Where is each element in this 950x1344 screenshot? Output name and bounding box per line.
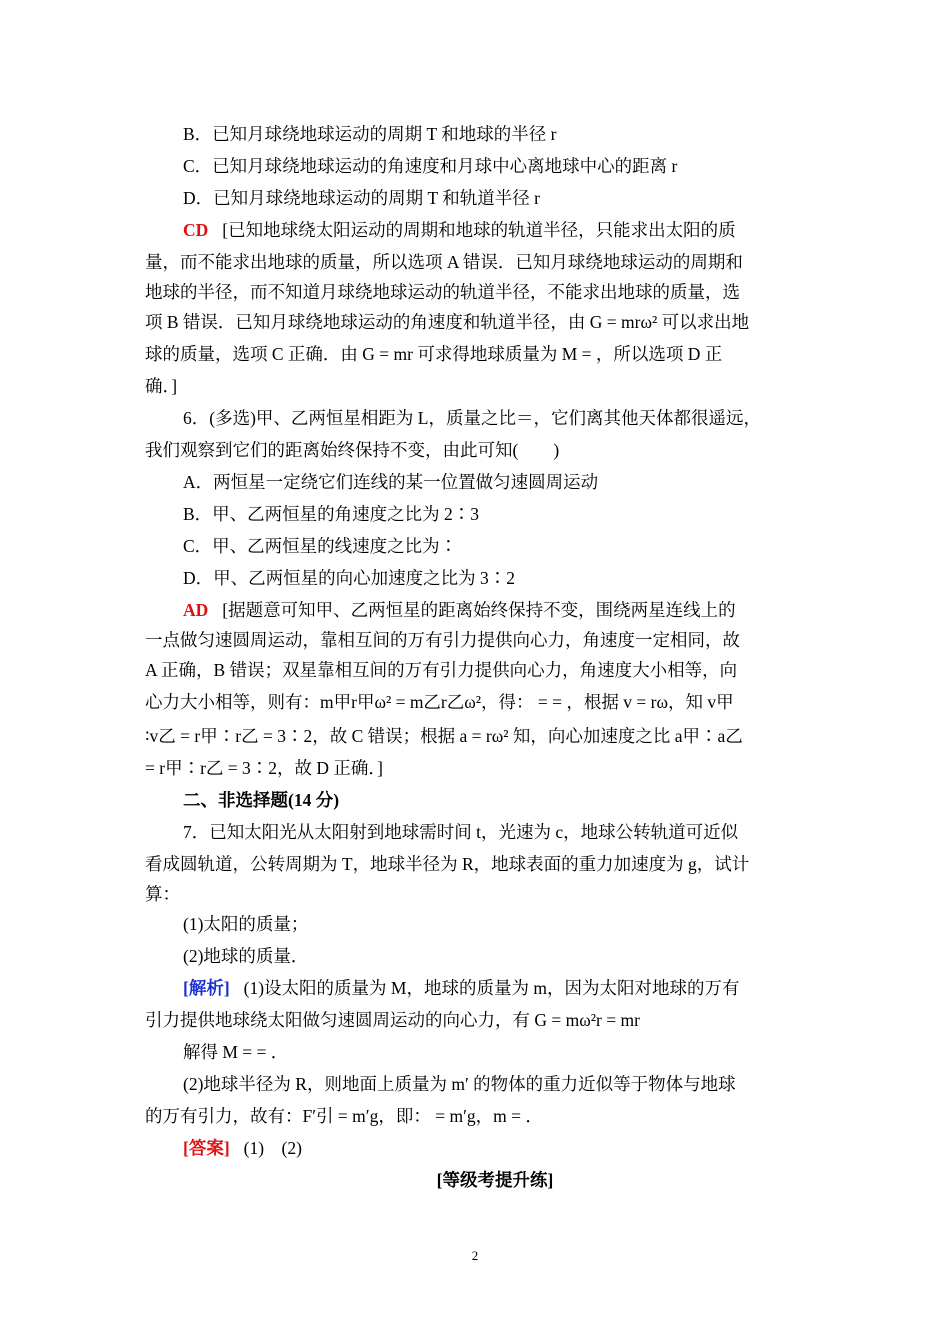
answer-label: [答案] (183, 1138, 230, 1158)
q7-analysis-line: 的万有引力，故有：F′引 = m′g，即： = m′g，m = ． (145, 1106, 543, 1126)
text: [据题意可知甲、乙两恒星的距离始终保持不变，围绕两星连线上的 (222, 600, 736, 620)
q7-stem: 算： (145, 884, 180, 904)
q6-option-c: C．甲、乙两恒星的线速度之比为∶ (183, 536, 458, 556)
q6-answer-label: AD (183, 600, 209, 620)
q6-explanation-line: 一点做匀速圆周运动，靠相互间的万有引力提供向心力，角速度一定相同，故 (145, 630, 740, 650)
q5-explanation-line: 量，而不能求出地球的质量，所以选项 A 错误．已知月球绕地球运动的周期和 (145, 252, 743, 272)
page-number: 2 (471, 1248, 479, 1263)
analysis-label: [解析] (183, 978, 230, 998)
q7-analysis-line (183, 976, 848, 1000)
q5-explanation-line: 地球的半径，而不知道月球绕地球运动的轨道半径，不能求出地球的质量，选 (145, 282, 740, 302)
option-d: D．已知月球绕地球运动的周期 T 和轨道半径 r (183, 188, 540, 208)
text: [已知地球绕太阳运动的周期和地球的轨道半径，只能求出太阳的质 (222, 220, 736, 240)
q7-analysis-line: 解得 M = = ． (183, 1042, 289, 1062)
q5-explanation-line: 项 B 错误．已知月球绕地球运动的角速度和轨道半径，由 G = mrω² 可以求出地 (145, 312, 750, 332)
section-heading: 二、非选择题(14 分) (183, 790, 340, 810)
text: (1)设太阳的质量为 M，地球的质量为 m，因为太阳对地球的万有 (243, 978, 740, 998)
q6-stem: 6．(多选)甲、乙两恒星相距为 L，质量之比＝，它们离其他天体都很遥远， (183, 408, 761, 428)
q6-explanation-line: 心力大小相等，则有：m甲r甲ω² = m乙r乙ω²，得： = = ，根据 v = rω，知 v甲 (145, 692, 734, 712)
q6-stem: 我们观察到它们的距离始终保持不变，由此可知( ) (145, 440, 560, 460)
q7-stem: 7．已知太阳光从太阳射到地球需时间 t，光速为 c，地球公转轨道可近似 (183, 822, 739, 842)
q6-option-b: B．甲、乙两恒星的角速度之比为 2∶3 (183, 504, 480, 524)
q7-analysis-line: 引力提供地球绕太阳做匀速圆周运动的向心力，有 G = mω²r = mr (145, 1010, 640, 1030)
option-c: C．已知月球绕地球运动的角速度和月球中心离地球中心的距离 r (183, 156, 678, 176)
q6-option-a: A．两恒星一定绕它们连线的某一位置做匀速圆周运动 (183, 472, 599, 492)
q5-explanation-line: 确．] (145, 376, 178, 396)
q7-stem: 看成圆轨道，公转周期为 T，地球半径为 R，地球表面的重力加速度为 g，试计 (145, 854, 750, 874)
q5-answer-label: CD (183, 220, 209, 240)
q6-option-d: D．甲、乙两恒星的向心加速度之比为 3∶2 (183, 568, 516, 588)
q7-part-2: (2)地球的质量． (183, 946, 309, 966)
q7-analysis-line: (2)地球半径为 R，则地面上质量为 m′ 的物体的重力近似等于物体与地球 (183, 1074, 736, 1094)
q6-explanation-line: A 正确，B 错误；双星靠相互间的万有引力提供向心力，角速度大小相等，向 (145, 660, 738, 680)
q6-explanation-line: = r甲∶r乙 = 3∶2，故 D 正确．] (145, 758, 383, 778)
section-title: [等级考提升练] (436, 1170, 554, 1190)
q5-explanation-line: 球的质量，选项 C 正确．由 G = mr 可求得地球质量为 M = ，所以选项 D 正 (145, 344, 723, 364)
text: (1) (2) (243, 1138, 302, 1158)
q5-explanation-line (183, 218, 848, 242)
q6-explanation-line: ∶v乙 = r甲∶r乙 = 3∶2，故 C 错误；根据 a = rω² 知，向心加速度之比 a甲∶a乙 (145, 726, 743, 746)
q6-explanation-line (183, 598, 848, 622)
q7-answer-line (183, 1136, 848, 1160)
option-b: B．已知月球绕地球运动的周期 T 和地球的半径 r (183, 124, 557, 144)
q7-part-1: (1)太阳的质量； (183, 914, 309, 934)
